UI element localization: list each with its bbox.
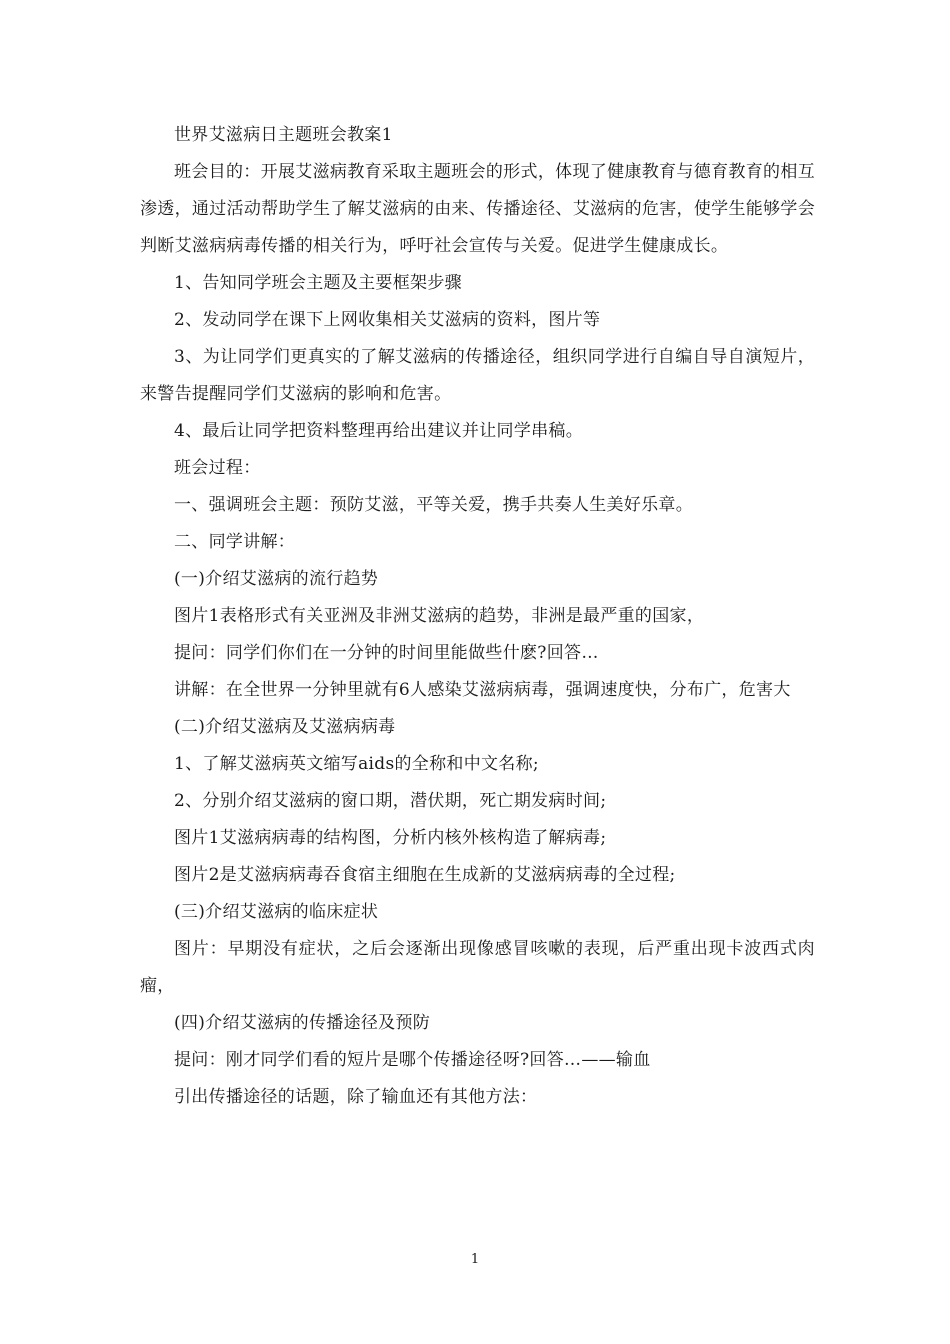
paragraph-virus-picture-1: 图片1艾滋病病毒的结构图，分析内核外核构造了解病毒; [174,828,607,848]
paragraph-virus-2: 2、分别介绍艾滋病的窗口期，潜伏期，死亡期发病时间; [174,791,607,811]
document-title: 世界艾滋病日主题班会教案1 [174,125,393,145]
paragraph-step-1: 1、告知同学班会主题及主要框架步骤 [174,273,462,293]
subsection-heading-trend: (一)介绍艾滋病的流行趋势 [174,569,379,589]
paragraph-symptoms: 图片：早期没有症状，之后会逐渐出现像感冒咳嗽的表现，后严重出现卡波西式肉瘤， [140,939,815,996]
paragraph-theme: 一、强调班会主题：预防艾滋，平等关爱，携手共奏人生美好乐章。 [174,495,693,515]
paragraph-transmission-intro: 引出传播途径的话题，除了输血还有其他方法： [174,1087,538,1107]
paragraph-step-4: 4、最后让同学把资料整理再给出建议并让同学串稿。 [174,421,584,441]
paragraph-trend-question: 提问：同学们你们在一分钟的时间里能做些什麽?回答… [174,643,599,663]
subsection-heading-symptoms: (三)介绍艾滋病的临床症状 [174,902,379,922]
section-heading-lecture: 二、同学讲解： [174,532,296,552]
paragraph-trend-picture: 图片1表格形式有关亚洲及非洲艾滋病的趋势，非洲是最严重的国家， [174,606,705,626]
document-body [140,117,815,1116]
section-heading-process: 班会过程： [174,458,261,478]
subsection-heading-virus: (二)介绍艾滋病及艾滋病病毒 [174,717,396,737]
paragraph-virus-picture-2: 图片2是艾滋病病毒吞食宿主细胞在生成新的艾滋病病毒的全过程; [174,865,676,885]
paragraph-virus-1: 1、了解艾滋病英文缩写aids的全称和中文名称; [174,754,539,774]
paragraph-transmission-question: 提问：刚才同学们看的短片是哪个传播途径呀?回答…——输血 [174,1050,651,1070]
subsection-heading-transmission: (四)介绍艾滋病的传播途径及预防 [174,1013,431,1033]
page-number: 1 [470,1252,480,1267]
paragraph-objective: 班会目的：开展艾滋病教育采取主题班会的形式，体现了健康教育与德育教育的相互渗透，通过活动帮助学生了解艾滋病的由来、传播途径、艾滋病的危害，使学生能够学会判断艾滋病病毒传播的相关行为，呼吁社会宣传与关爱。促进学生健康成长。 [140,162,815,256]
paragraph-trend-explanation: 讲解：在全世界一分钟里就有6人感染艾滋病病毒，强调速度快，分布广，危害大 [174,680,791,700]
paragraph-step-3: 3、为让同学们更真实的了解艾滋病的传播途径，组织同学进行自编自导自演短片，来警告提醒同学们艾滋病的影响和危害。 [140,347,815,404]
paragraph-step-2: 2、发动同学在课下上网收集相关艾滋病的资料，图片等 [174,310,601,330]
